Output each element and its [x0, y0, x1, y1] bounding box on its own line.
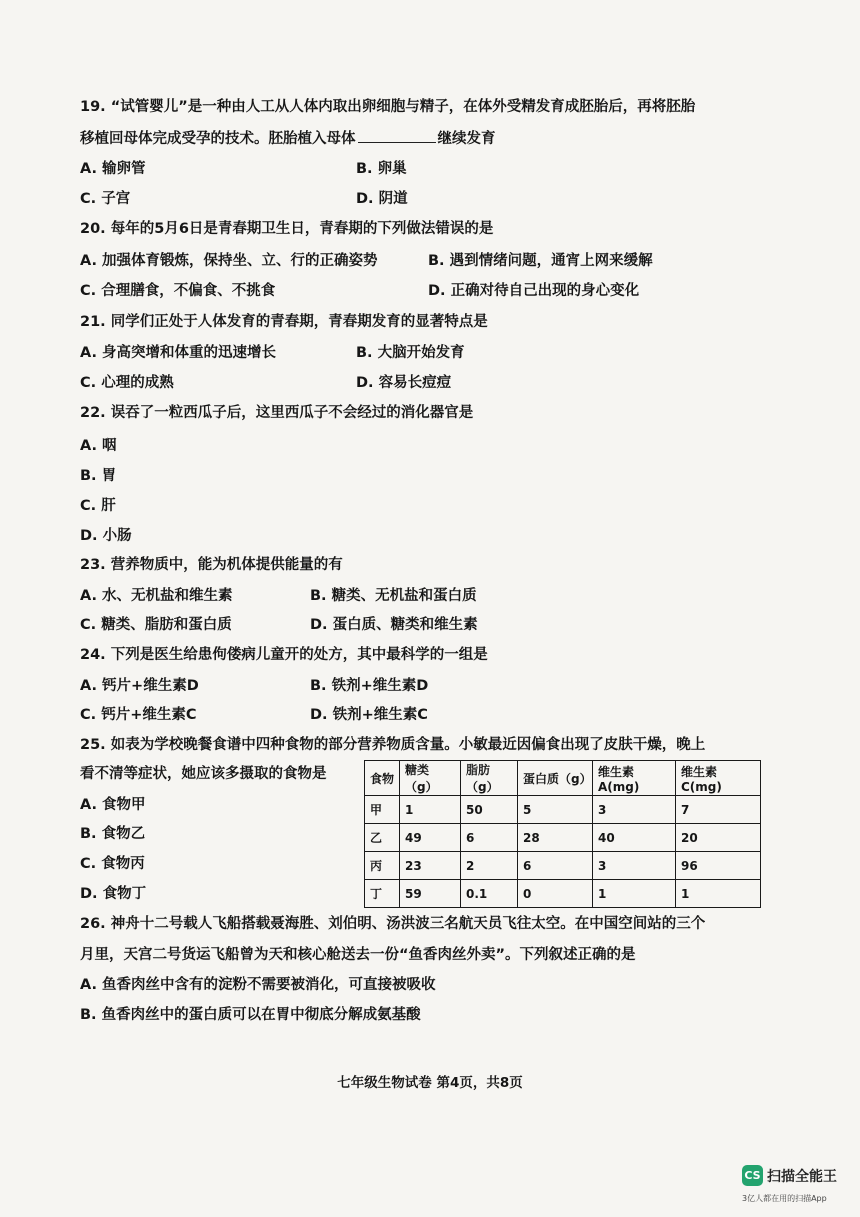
q25-stem-line2: 看不清等症状，她应该多摄取的食物是 [80, 766, 327, 782]
q19-stem-part2: 继续发育 [437, 131, 496, 147]
q23-stem: 23. 营养物质中，能为机体提供能量的有 [80, 557, 343, 573]
table-cell: 20 [676, 824, 761, 852]
table-cell: 3 [593, 852, 676, 880]
q24-option-c: C. 钙片+维生素C [80, 707, 197, 723]
table-header-cell: 维生素A(mg) [593, 761, 676, 796]
q21-option-d: D. 容易长痘痘 [356, 375, 452, 391]
q22-option-c: C. 肝 [80, 498, 116, 514]
q23-option-b: B. 糖类、无机盐和蛋白质 [310, 588, 477, 604]
table-cell: 6 [518, 852, 593, 880]
camscanner-name: 扫描全能王 [767, 1169, 837, 1185]
camscanner-logo-icon: CS [742, 1165, 763, 1186]
q26-stem-line1: 26. 神舟十二号载人飞船搭载聂海胜、刘伯明、汤洪波三名航天员飞往太空。在中国空间站的三个 [80, 916, 706, 932]
table-row [365, 880, 761, 908]
table-cell: 2 [461, 852, 518, 880]
table-header-cell: 脂肪（g） [461, 761, 518, 796]
table-cell: 丁 [365, 880, 400, 908]
q21-option-b: B. 大脑开始发育 [356, 345, 465, 361]
table-cell: 0.1 [461, 880, 518, 908]
q19-option-a: A. 输卵管 [80, 161, 146, 177]
q23-option-d: D. 蛋白质、糖类和维生素 [310, 617, 478, 633]
q25-option-b: B. 食物乙 [80, 826, 146, 842]
q23-option-a: A. 水、无机盐和维生素 [80, 588, 233, 604]
q25-option-a: A. 食物甲 [80, 797, 146, 813]
table-cell: 59 [400, 880, 461, 908]
page-footer: 七年级生物试卷 第4页，共8页 [337, 1075, 523, 1091]
table-header-cell: 维生素C(mg) [676, 761, 761, 796]
q19-option-d: D. 阴道 [356, 191, 408, 207]
q19-option-b: B. 卵巢 [356, 161, 407, 177]
table-cell: 23 [400, 852, 461, 880]
table-row [365, 796, 761, 824]
q22-option-d: D. 小肠 [80, 528, 132, 544]
table-cell: 49 [400, 824, 461, 852]
q22-option-b: B. 胃 [80, 468, 117, 484]
q24-option-a: A. 钙片+维生素D [80, 678, 199, 694]
camscanner-tagline: 3亿人都在用的扫描App [742, 1194, 827, 1203]
q22-stem: 22. 误吞了一粒西瓜子后，这里西瓜子不会经过的消化器官是 [80, 405, 474, 421]
q24-option-b: B. 铁剂+维生素D [310, 678, 429, 694]
q20-option-c: C. 合理膳食，不偏食、不挑食 [80, 283, 276, 299]
table-row [365, 852, 761, 880]
q19-option-c: C. 子宫 [80, 191, 131, 207]
table-cell: 96 [676, 852, 761, 880]
q26-option-b: B. 鱼香肉丝中的蛋白质可以在胃中彻底分解成氨基酸 [80, 1007, 421, 1023]
table-cell: 5 [518, 796, 593, 824]
q20-option-a: A. 加强体育锻炼，保持坐、立、行的正确姿势 [80, 253, 378, 269]
q21-option-c: C. 心理的成熟 [80, 375, 174, 391]
q19-stem-part1: 移植回母体完成受孕的技术。胚胎植入母体 [80, 131, 356, 147]
table-cell: 28 [518, 824, 593, 852]
table-cell: 乙 [365, 824, 400, 852]
table-cell: 50 [461, 796, 518, 824]
q21-option-a: A. 身高突增和体重的迅速增长 [80, 345, 277, 361]
table-cell: 7 [676, 796, 761, 824]
table-cell: 丙 [365, 852, 400, 880]
table-row [365, 824, 761, 852]
table-cell: 0 [518, 880, 593, 908]
q19-stem-line1: 19. “试管婴儿”是一种由人工从人体内取出卵细胞与精子，在体外受精发育成胚胎后，再将胚胎 [80, 99, 696, 115]
q24-option-d: D. 铁剂+维生素C [310, 707, 428, 723]
table-header-cell: 蛋白质（g） [518, 761, 593, 796]
table-cell: 甲 [365, 796, 400, 824]
q23-option-c: C. 糖类、脂肪和蛋白质 [80, 617, 232, 633]
table-cell: 3 [593, 796, 676, 824]
table-header-cell: 食物 [365, 761, 400, 796]
q21-stem: 21. 同学们正处于人体发育的青春期，青春期发育的显著特点是 [80, 314, 488, 330]
table-cell: 6 [461, 824, 518, 852]
nutrition-table [364, 760, 761, 908]
q19-answer-blank [358, 128, 436, 143]
q25-option-d: D. 食物丁 [80, 886, 147, 902]
q20-stem: 20. 每年的5月6日是青春期卫生日，青春期的下列做法错误的是 [80, 221, 494, 237]
table-cell: 1 [400, 796, 461, 824]
q25-stem-line1: 25. 如表为学校晚餐食谱中四种食物的部分营养物质含量。小敏最近因偏食出现了皮肤干燥，晚上 [80, 737, 706, 753]
q19-stem-line2 [80, 128, 496, 149]
q20-option-d: D. 正确对待自己出现的身心变化 [428, 283, 640, 299]
table-cell: 1 [593, 880, 676, 908]
q22-option-a: A. 咽 [80, 438, 117, 454]
q20-option-b: B. 遇到情绪问题，通宵上网来缓解 [428, 253, 653, 269]
q25-option-c: C. 食物丙 [80, 856, 145, 872]
table-cell: 1 [676, 880, 761, 908]
table-cell: 40 [593, 824, 676, 852]
q26-stem-line2: 月里，天宫二号货运飞船曾为天和核心舱送去一份“鱼香肉丝外卖”。下列叙述正确的是 [80, 947, 636, 963]
q26-option-a: A. 鱼香肉丝中含有的淀粉不需要被消化，可直接被吸收 [80, 977, 436, 993]
q24-stem: 24. 下列是医生给患佝偻病儿童开的处方，其中最科学的一组是 [80, 647, 488, 663]
table-header-row [365, 761, 761, 796]
table-header-cell: 糖类（g） [400, 761, 461, 796]
